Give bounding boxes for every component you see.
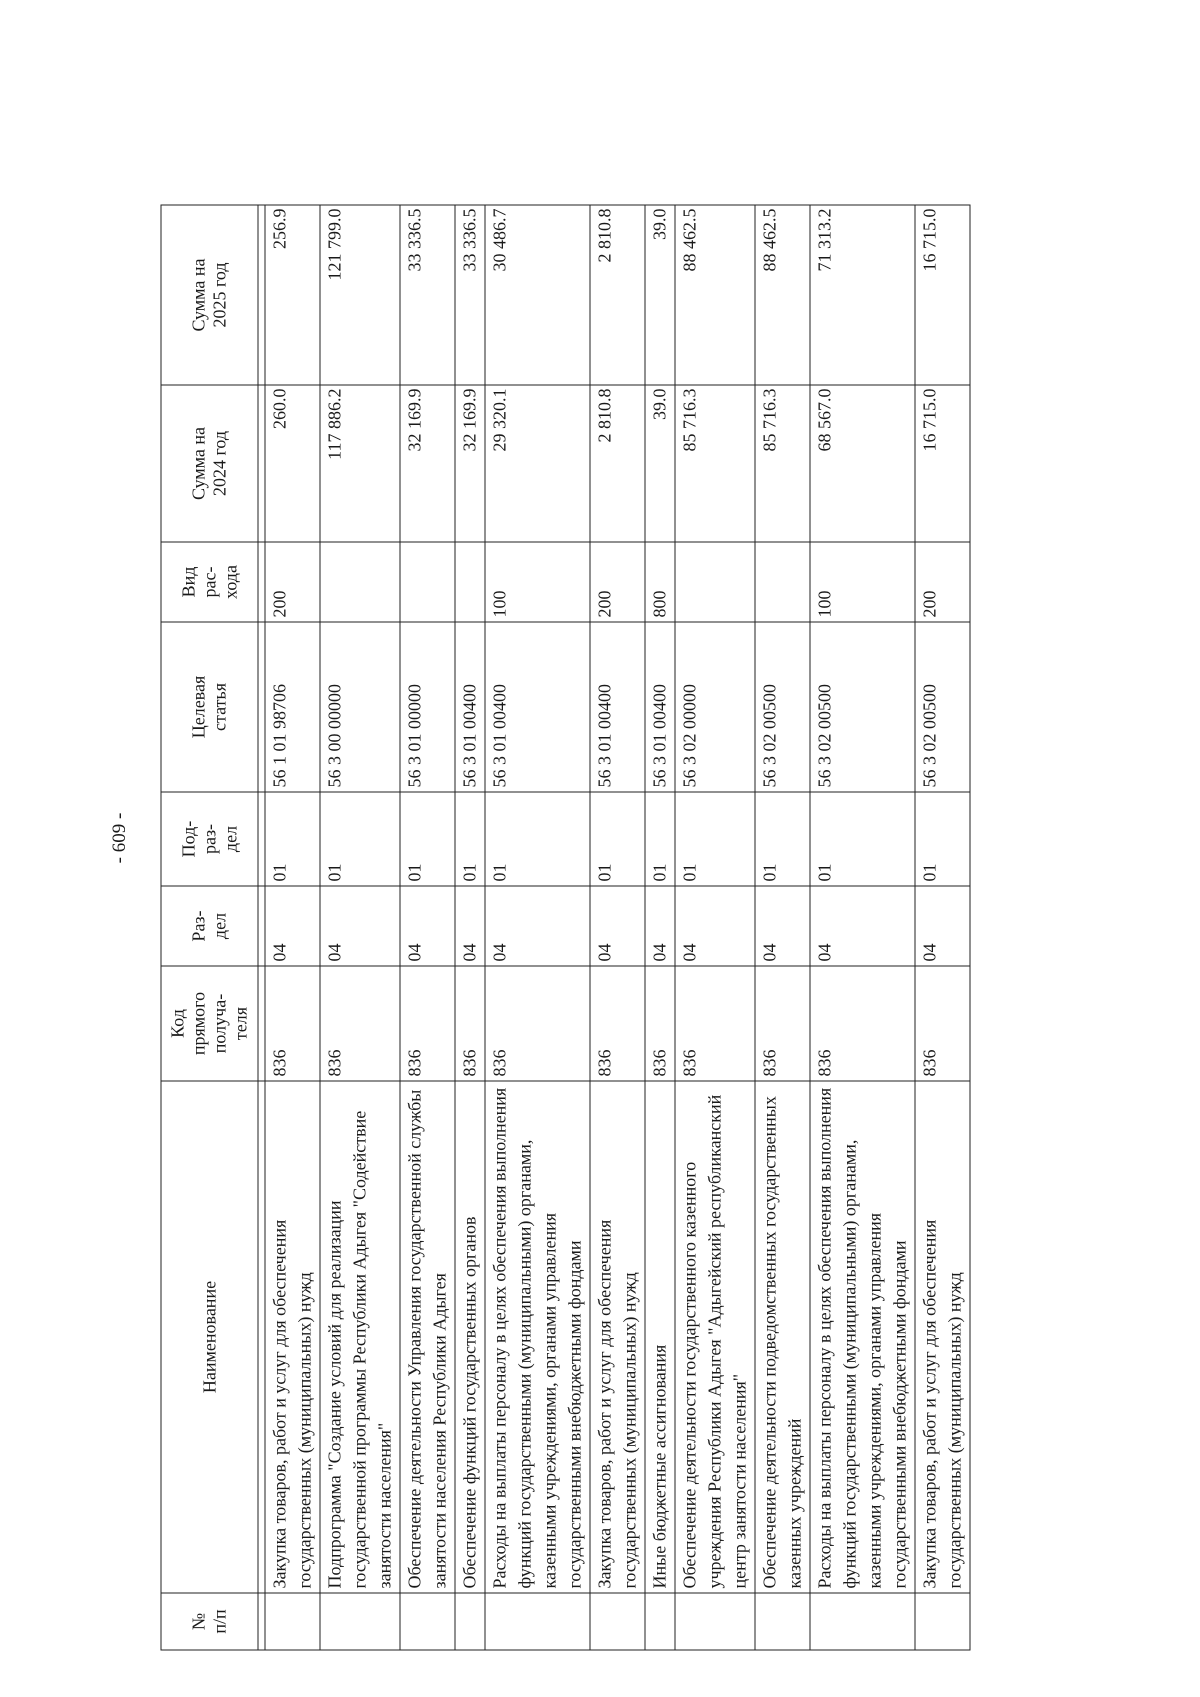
cell-type: 200 [915, 542, 970, 622]
cell-code: 836 [675, 966, 755, 1081]
table-spacer-row [258, 205, 265, 1650]
cell-sum-2025: 30 486.7 [485, 205, 590, 385]
table-row [400, 205, 455, 1650]
cell-subsection: 01 [400, 792, 455, 886]
cell-name: Закупка товаров, работ и услуг для обеспечения государственных (муниципальных) нужд [915, 1081, 970, 1593]
cell-code: 836 [400, 966, 455, 1081]
cell-type: 800 [645, 542, 675, 622]
cell-type: 100 [810, 542, 915, 622]
cell-type [675, 542, 755, 622]
table-row [755, 205, 810, 1650]
header-subsection: Под- раз- дел [161, 792, 258, 886]
cell-sum-2024: 260.0 [265, 385, 320, 542]
cell-subsection: 01 [320, 792, 400, 886]
table-row [645, 205, 675, 1650]
cell-num [645, 1593, 675, 1650]
cell-code: 836 [915, 966, 970, 1081]
cell-name: Расходы на выплаты персоналу в целях обеспечения выполнения функций государственными (муниципальными) органами, казенными учреждениями, органами управления государственными внебюджетными фондами [485, 1081, 590, 1593]
cell-sum-2025: 71 313.2 [810, 205, 915, 385]
cell-sum-2024: 68 567.0 [810, 385, 915, 542]
cell-target: 56 3 00 00000 [320, 622, 400, 792]
cell-subsection: 01 [455, 792, 485, 886]
cell-section: 04 [485, 886, 590, 966]
cell-target: 56 3 02 00500 [915, 622, 970, 792]
cell-sum-2025: 256.9 [265, 205, 320, 385]
cell-type [400, 542, 455, 622]
cell-num [590, 1593, 645, 1650]
table-row [810, 205, 915, 1650]
cell-code: 836 [265, 966, 320, 1081]
cell-target: 56 3 01 00000 [400, 622, 455, 792]
cell-subsection: 01 [810, 792, 915, 886]
cell-sum-2025: 2 810.8 [590, 205, 645, 385]
cell-target: 56 3 01 00400 [485, 622, 590, 792]
header-name: Наименование [161, 1081, 258, 1593]
cell-sum-2025: 33 336.5 [400, 205, 455, 385]
cell-sum-2024: 16 715.0 [915, 385, 970, 542]
cell-sum-2024: 85 716.3 [755, 385, 810, 542]
cell-section: 04 [320, 886, 400, 966]
cell-type: 200 [590, 542, 645, 622]
cell-sum-2024: 32 169.9 [455, 385, 485, 542]
cell-name: Обеспечение деятельности подведомственных государственных казенных учреждений [755, 1081, 810, 1593]
cell-sum-2024: 39.0 [645, 385, 675, 542]
cell-subsection: 01 [590, 792, 645, 886]
cell-num [455, 1593, 485, 1650]
table-row [675, 205, 755, 1650]
table-header-row [161, 205, 258, 1650]
table-row [265, 205, 320, 1650]
cell-type [455, 542, 485, 622]
cell-target: 56 1 01 98706 [265, 622, 320, 792]
budget-table [160, 205, 970, 1651]
cell-type: 100 [485, 542, 590, 622]
cell-sum-2025: 33 336.5 [455, 205, 485, 385]
cell-sum-2024: 117 886.2 [320, 385, 400, 542]
cell-num [755, 1593, 810, 1650]
cell-code: 836 [645, 966, 675, 1081]
cell-target: 56 3 01 00400 [645, 622, 675, 792]
cell-code: 836 [320, 966, 400, 1081]
cell-code: 836 [755, 966, 810, 1081]
cell-name: Обеспечение функций государственных органов [455, 1081, 485, 1593]
cell-num [400, 1593, 455, 1650]
cell-target: 56 3 01 00400 [455, 622, 485, 792]
cell-subsection: 01 [675, 792, 755, 886]
cell-section: 04 [675, 886, 755, 966]
cell-subsection: 01 [755, 792, 810, 886]
cell-num [675, 1593, 755, 1650]
cell-subsection: 01 [915, 792, 970, 886]
rotated-table-container [160, 206, 1200, 1651]
cell-type [320, 542, 400, 622]
cell-name: Обеспечение деятельности государственного казенного учреждения Республики Адыгея "Адыгейский республиканский центр занятости населения" [675, 1081, 755, 1593]
cell-section: 04 [265, 886, 320, 966]
table-row [320, 205, 400, 1650]
cell-name: Иные бюджетные ассигнования [645, 1081, 675, 1593]
cell-sum-2025: 121 799.0 [320, 205, 400, 385]
cell-section: 04 [590, 886, 645, 966]
cell-subsection: 01 [485, 792, 590, 886]
cell-sum-2024: 29 320.1 [485, 385, 590, 542]
cell-num [485, 1593, 590, 1650]
cell-type [755, 542, 810, 622]
cell-section: 04 [455, 886, 485, 966]
header-num: № п/п [161, 1593, 258, 1650]
cell-num [810, 1593, 915, 1650]
cell-sum-2024: 2 810.8 [590, 385, 645, 542]
cell-num [320, 1593, 400, 1650]
cell-target: 56 3 02 00500 [755, 622, 810, 792]
cell-section: 04 [755, 886, 810, 966]
cell-sum-2025: 16 715.0 [915, 205, 970, 385]
cell-num [915, 1593, 970, 1650]
cell-sum-2025: 88 462.5 [755, 205, 810, 385]
cell-subsection: 01 [265, 792, 320, 886]
page-number: - 609 - [109, 812, 130, 864]
cell-code: 836 [590, 966, 645, 1081]
cell-sum-2025: 88 462.5 [675, 205, 755, 385]
header-expense-type: Вид рас- хода [161, 542, 258, 622]
cell-name: Обеспечение деятельности Управления государственной службы занятости населения Республики Адыгея [400, 1081, 455, 1593]
cell-target: 56 3 02 00500 [810, 622, 915, 792]
cell-section: 04 [400, 886, 455, 966]
cell-section: 04 [645, 886, 675, 966]
header-sum-2025: Сумма на 2025 год [161, 205, 258, 385]
cell-sum-2024: 85 716.3 [675, 385, 755, 542]
cell-name: Расходы на выплаты персоналу в целях обеспечения выполнения функций государственными (муниципальными) органами, казенными учреждениями, органами управления государственными внебюджетными фондами [810, 1081, 915, 1593]
cell-num [265, 1593, 320, 1650]
table-row [915, 205, 970, 1650]
cell-code: 836 [485, 966, 590, 1081]
cell-subsection: 01 [645, 792, 675, 886]
cell-code: 836 [455, 966, 485, 1081]
header-sum-2024: Сумма на 2024 год [161, 385, 258, 542]
cell-section: 04 [810, 886, 915, 966]
cell-target: 56 3 01 00400 [590, 622, 645, 792]
header-target-article: Целевая статья [161, 622, 258, 792]
cell-code: 836 [810, 966, 915, 1081]
table-row [455, 205, 485, 1650]
header-section: Раз- дел [161, 886, 258, 966]
cell-sum-2025: 39.0 [645, 205, 675, 385]
cell-target: 56 3 02 00000 [675, 622, 755, 792]
header-recipient-code: Код прямого получа- теля [161, 966, 258, 1081]
cell-sum-2024: 32 169.9 [400, 385, 455, 542]
cell-name: Закупка товаров, работ и услуг для обеспечения государственных (муниципальных) нужд [590, 1081, 645, 1593]
table-row [590, 205, 645, 1650]
cell-type: 200 [265, 542, 320, 622]
cell-name: Закупка товаров, работ и услуг для обеспечения государственных (муниципальных) нужд [265, 1081, 320, 1593]
cell-section: 04 [915, 886, 970, 966]
cell-name: Подпрограмма "Создание условий для реализации государственной программы Республики Адыгея "Содействие занятости населения" [320, 1081, 400, 1593]
table-row [485, 205, 590, 1650]
